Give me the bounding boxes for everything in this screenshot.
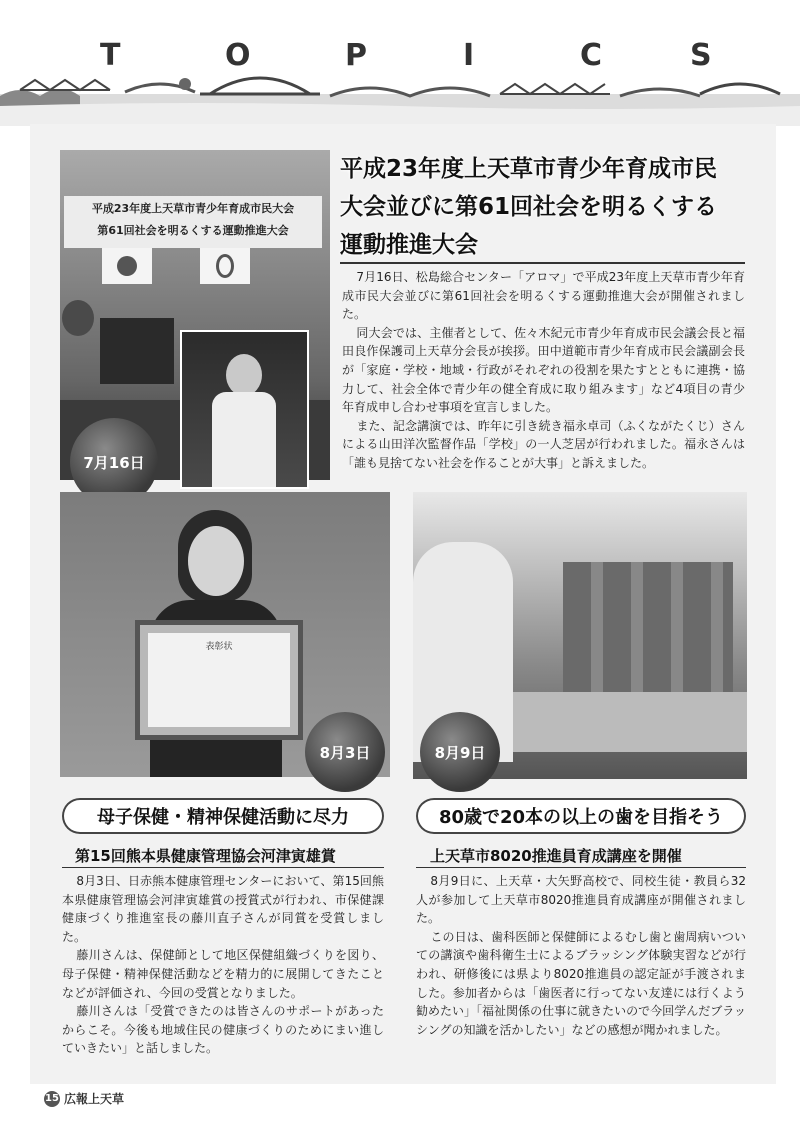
topics-letter: O: [225, 38, 251, 73]
title-underline: [340, 262, 745, 264]
article-title: [340, 150, 750, 264]
article-body: [62, 872, 384, 1058]
topics-letter: I: [463, 38, 475, 73]
certificate-frame: [135, 620, 303, 740]
paragraph: 同大会では、主催者として、佐々木紀元市青少年育成市民会議会長と福田良作保護司上天草分会長が挨拶。田中道範市青少年育成市民会議副会長が「家庭・学校・地域・行政がそれぞれの役割を果たすとともに連携・協力して、社会全体で青少年の健全育成に取り組みます」など4項目の青少年育成申し合わせ事項を宣言しました。: [342, 325, 745, 415]
national-flag: [102, 248, 152, 284]
organization-flag: [200, 248, 250, 284]
article-subtitle: 第15回熊本県健康管理協会河津寅雄賞: [75, 847, 336, 865]
speaker-performance-photo: [180, 330, 309, 489]
paragraph: この日は、歯科医師と保健師によるむし歯と歯周病いついての講演や歯科衛生士によるブラッシング体験実習などが行われ、研修後には県より8020推進員の認定証が手渡されました。参加者からは「歯医者に行ってない友達には行くよう勧めたい」「福祉関係の仕事に就きたいので今回学んだブラッシングの知識を活かしたい」などの感想が聞かれました。: [416, 929, 746, 1037]
title-line: 平成23年度上天草市青少年育成市民: [340, 156, 718, 182]
paragraph: 8月9日に、上天草・大矢野高校で、同校生徒・教員ら32人が参加して上天草市8020推進員育成講座が開催されました。: [416, 874, 746, 926]
topics-letter: S: [690, 38, 712, 73]
date-badge: 8月9日: [420, 712, 500, 792]
publication-name: 広報上天草: [64, 1092, 125, 1106]
paragraph: 藤川さんは、保健師として地区保健組織づくりを図り、母子保健・精神保健活動などを精力的に展開してきたことなどが評価され、今回の受賞となりました。: [62, 948, 384, 1000]
paragraph: 藤川さんは「受賞できたのは皆さんのサポートがあったからこそ。今後も地域住民の健康づくりのためにまい進していきたい」と話しました。: [62, 1004, 384, 1056]
subtitle-underline: [62, 867, 384, 868]
paragraph: 8月3日、日赤熊本健康管理センターにおいて、第15回熊本県健康管理協会河津寅雄賞の授賞式が行われ、市保健課健康づくり推進室長の藤川直子さんが同賞を受賞しました。: [62, 874, 384, 944]
subtitle-underline: [416, 867, 746, 868]
certificate-title: 表彰状: [148, 633, 290, 727]
podium: [100, 318, 174, 384]
paragraph: 7月16日、松島総合センター「アロマ」で平成23年度上天草市青少年育成市民大会並びに第61回社会を明るくする運動推進大会が開催されました。: [342, 270, 745, 322]
bridge-skyline-illustration: [0, 66, 800, 126]
page-footer: [44, 1090, 124, 1107]
article-headline: 母子保健・精神保健活動に尽力: [62, 798, 384, 834]
flower-arrangement: [62, 300, 94, 336]
topics-letter: T: [100, 38, 121, 73]
page-number: 15: [44, 1091, 60, 1107]
date-badge: 8月3日: [305, 712, 385, 792]
article-body: [416, 872, 746, 1039]
paragraph: また、記念講演では、昨年に引き続き福永卓司（ふくながたくじ）さんによる山田洋次監督作品「学校」の一人芝居が行われました。福永さんは「誰も見捨てない社会を作ることが大事」と訴えました。: [342, 418, 745, 470]
article-body: [342, 268, 745, 473]
stage-banner: [64, 196, 322, 248]
article-subtitle: 上天草市8020推進員育成講座を開催: [430, 847, 682, 865]
article-headline: 80歳で20本の以上の歯を目指そう: [416, 798, 746, 834]
title-line: 運動推進大会: [340, 232, 478, 258]
stage-banner-line: 平成23年度上天草市青少年育成市民大会: [91, 202, 295, 215]
topics-letter: P: [345, 38, 367, 73]
date-badge: 7月16日: [70, 418, 158, 506]
title-line: 大会並びに第61回社会を明るくする: [340, 194, 718, 220]
stage-banner-line: 第61回社会を明るくする運動推進大会: [97, 224, 289, 237]
topics-letter: C: [580, 38, 603, 73]
